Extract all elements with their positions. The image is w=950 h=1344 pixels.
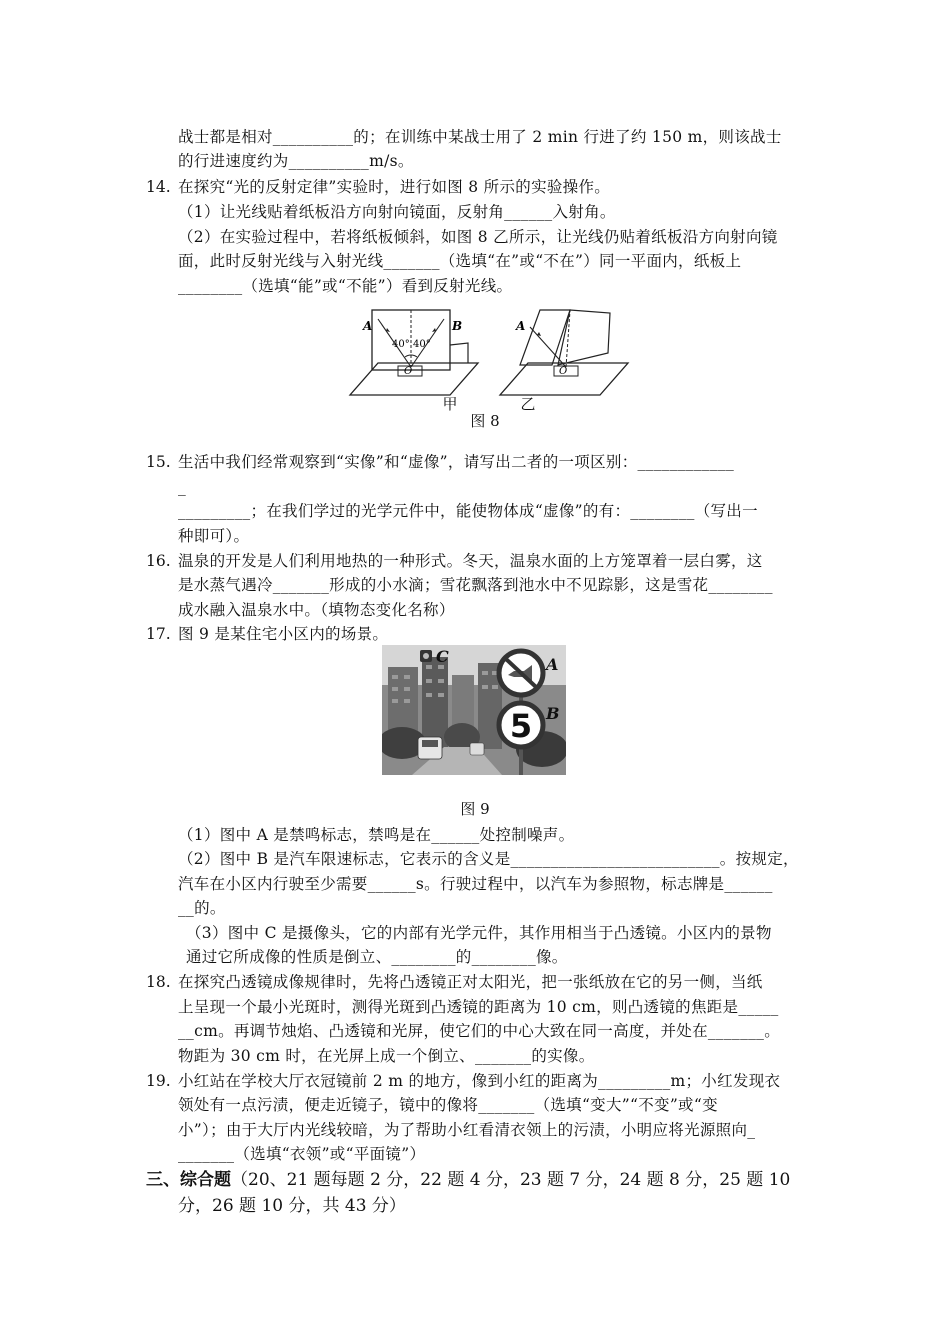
q19-line-4: _______（选填“衣领”或“平面镜”） — [178, 1145, 426, 1163]
section-3-heading — [146, 1168, 790, 1192]
q15-line-4: 种即可）。 — [178, 527, 250, 545]
q17-number: 17. — [146, 625, 171, 643]
q14-line-1: 在探究“光的反射定律”实验时，进行如图 8 所示的实验操作。 — [178, 178, 611, 196]
q14-line-4: 面，此时反射光线与入射光线_______（选填“在”或“不在”）同一平面内，纸板上 — [178, 252, 742, 270]
q18-number: 18. — [146, 973, 171, 991]
paper-board-yi — [520, 310, 570, 365]
q16-line-2: 是水蒸气遇冷_______形成的小水滴；雪花飘落到池水中不见踪影，这是雪花________ — [178, 576, 773, 594]
q13-line-1: 战士都是相对__________的；在训练中某战士用了 2 min 行进了约 150 m，则该战士 — [178, 128, 782, 146]
q16-number: 16. — [146, 552, 171, 570]
speed-limit-value: 5 — [509, 707, 533, 745]
q14-line-5: ________（选填“能”或“不能”）看到反射光线。 — [178, 277, 513, 295]
label-B-fig9: B — [546, 704, 560, 723]
q17-line-4: 汽车在小区内行驶至少需要______s。行驶过程中，以汽车为参照物，标志牌是______ — [178, 875, 773, 893]
q15-line-3: _________；在我们学过的光学元件中，能使物体成“虚像”的有：________（写出一 — [178, 502, 758, 520]
q18-line-4: 物距为 30 cm 时，在光屏上成一个倒立、_______的实像。 — [178, 1047, 595, 1065]
label-B-jia: B — [452, 319, 463, 333]
q14-number: 14. — [146, 178, 171, 196]
label-O-yi: O — [559, 366, 568, 377]
q16-line-3: 成水融入温泉水中。（填物态变化名称） — [178, 601, 455, 619]
q14-line-3: （2）在实验过程中，若将纸板倾斜，如图 8 乙所示，让光线仍贴着纸板沿方向射向镜 — [178, 228, 778, 246]
q19-line-2: 领处有一点污渍，便走近镜子，镜中的像将_______（选填“变大”“不变”或“变 — [178, 1096, 718, 1114]
q16-line-1: 温泉的开发是人们利用地热的一种形式。冬天，温泉水面的上方笼罩着一层白雾，这 — [178, 552, 763, 570]
q18-line-3: __cm。再调节烛焰、凸透镜和光屏，使它们的中心大致在同一高度，并处在_______。 — [178, 1022, 781, 1040]
figure-9-photo — [382, 645, 566, 775]
q19-line-1: 小红站在学校大厅衣冠镜前 2 m 的地方，像到小红的距离为_________m；小红发现衣 — [178, 1072, 781, 1090]
mirror-base-jia — [350, 363, 478, 395]
label-O-jia: O — [404, 366, 413, 377]
figure-9-caption: 图 9 — [460, 800, 490, 818]
q19-line-3: 小”）；由于大厅内光线较暗，为了帮助小红看清衣领上的污渍，小明应将光源照向_ — [178, 1121, 756, 1139]
angle-reflect: 40° — [413, 339, 431, 350]
q19-number: 19. — [146, 1072, 171, 1090]
figure-8-sub-jia: 甲 — [442, 395, 458, 413]
q15-line-1: 生活中我们经常观察到“实像”和“虚像”，请写出二者的一项区别：____________ — [178, 453, 735, 471]
label-A-fig9: A — [546, 655, 559, 674]
q17-line-5: __的。 — [178, 899, 226, 917]
q17-line-2: （1）图中 A 是禁鸣标志，禁鸣是在______处控制噪声。 — [178, 826, 575, 844]
q17-line-1: 图 9 是某住宅小区内的场景。 — [178, 625, 389, 643]
q14-line-2: （1）让光线贴着纸板沿方向射向镜面，反射角______入射角。 — [178, 203, 616, 221]
q17-line-3: （2）图中 B 是汽车限速标志，它表示的含义是__________________________。按规定， — [178, 850, 799, 868]
figure-8-sub-yi: 乙 — [520, 395, 536, 413]
q15-number: 15. — [146, 453, 171, 471]
section-3-desc-1: （20、21 题每题 2 分，22 题 4 分，23 题 7 分，24 题 8 分，25 题 10 — [231, 1170, 791, 1190]
q13-line-2: 的行进速度约为__________m/s。 — [178, 152, 414, 170]
q17-line-7: 通过它所成像的性质是倒立、________的________像。 — [186, 948, 568, 966]
q18-line-2: 上呈现一个最小光斑时，测得光斑到凸透镜的距离为 10 cm，则凸透镜的焦距是_____ — [178, 998, 779, 1016]
angle-incident: 40° — [392, 339, 410, 350]
label-A-yi: A — [516, 319, 526, 333]
label-A-jia: A — [363, 319, 373, 333]
q17-line-6: （3）图中 C 是摄像头，它的内部有光学元件，其作用相当于凸透镜。小区内的景物 — [186, 924, 772, 942]
q15-line-2: _ — [178, 478, 187, 496]
q18-line-1: 在探究凸透镜成像规律时，先将凸透镜正对太阳光，把一张纸放在它的另一侧，当纸 — [178, 973, 763, 991]
figure-8-caption: 图 8 — [470, 412, 500, 430]
section-3-desc-2: 分，26 题 10 分，共 43 分） — [178, 1196, 406, 1216]
figure-8 — [340, 305, 640, 415]
section-3-title: 三、综合题 — [146, 1170, 231, 1190]
label-C: C — [436, 647, 449, 666]
